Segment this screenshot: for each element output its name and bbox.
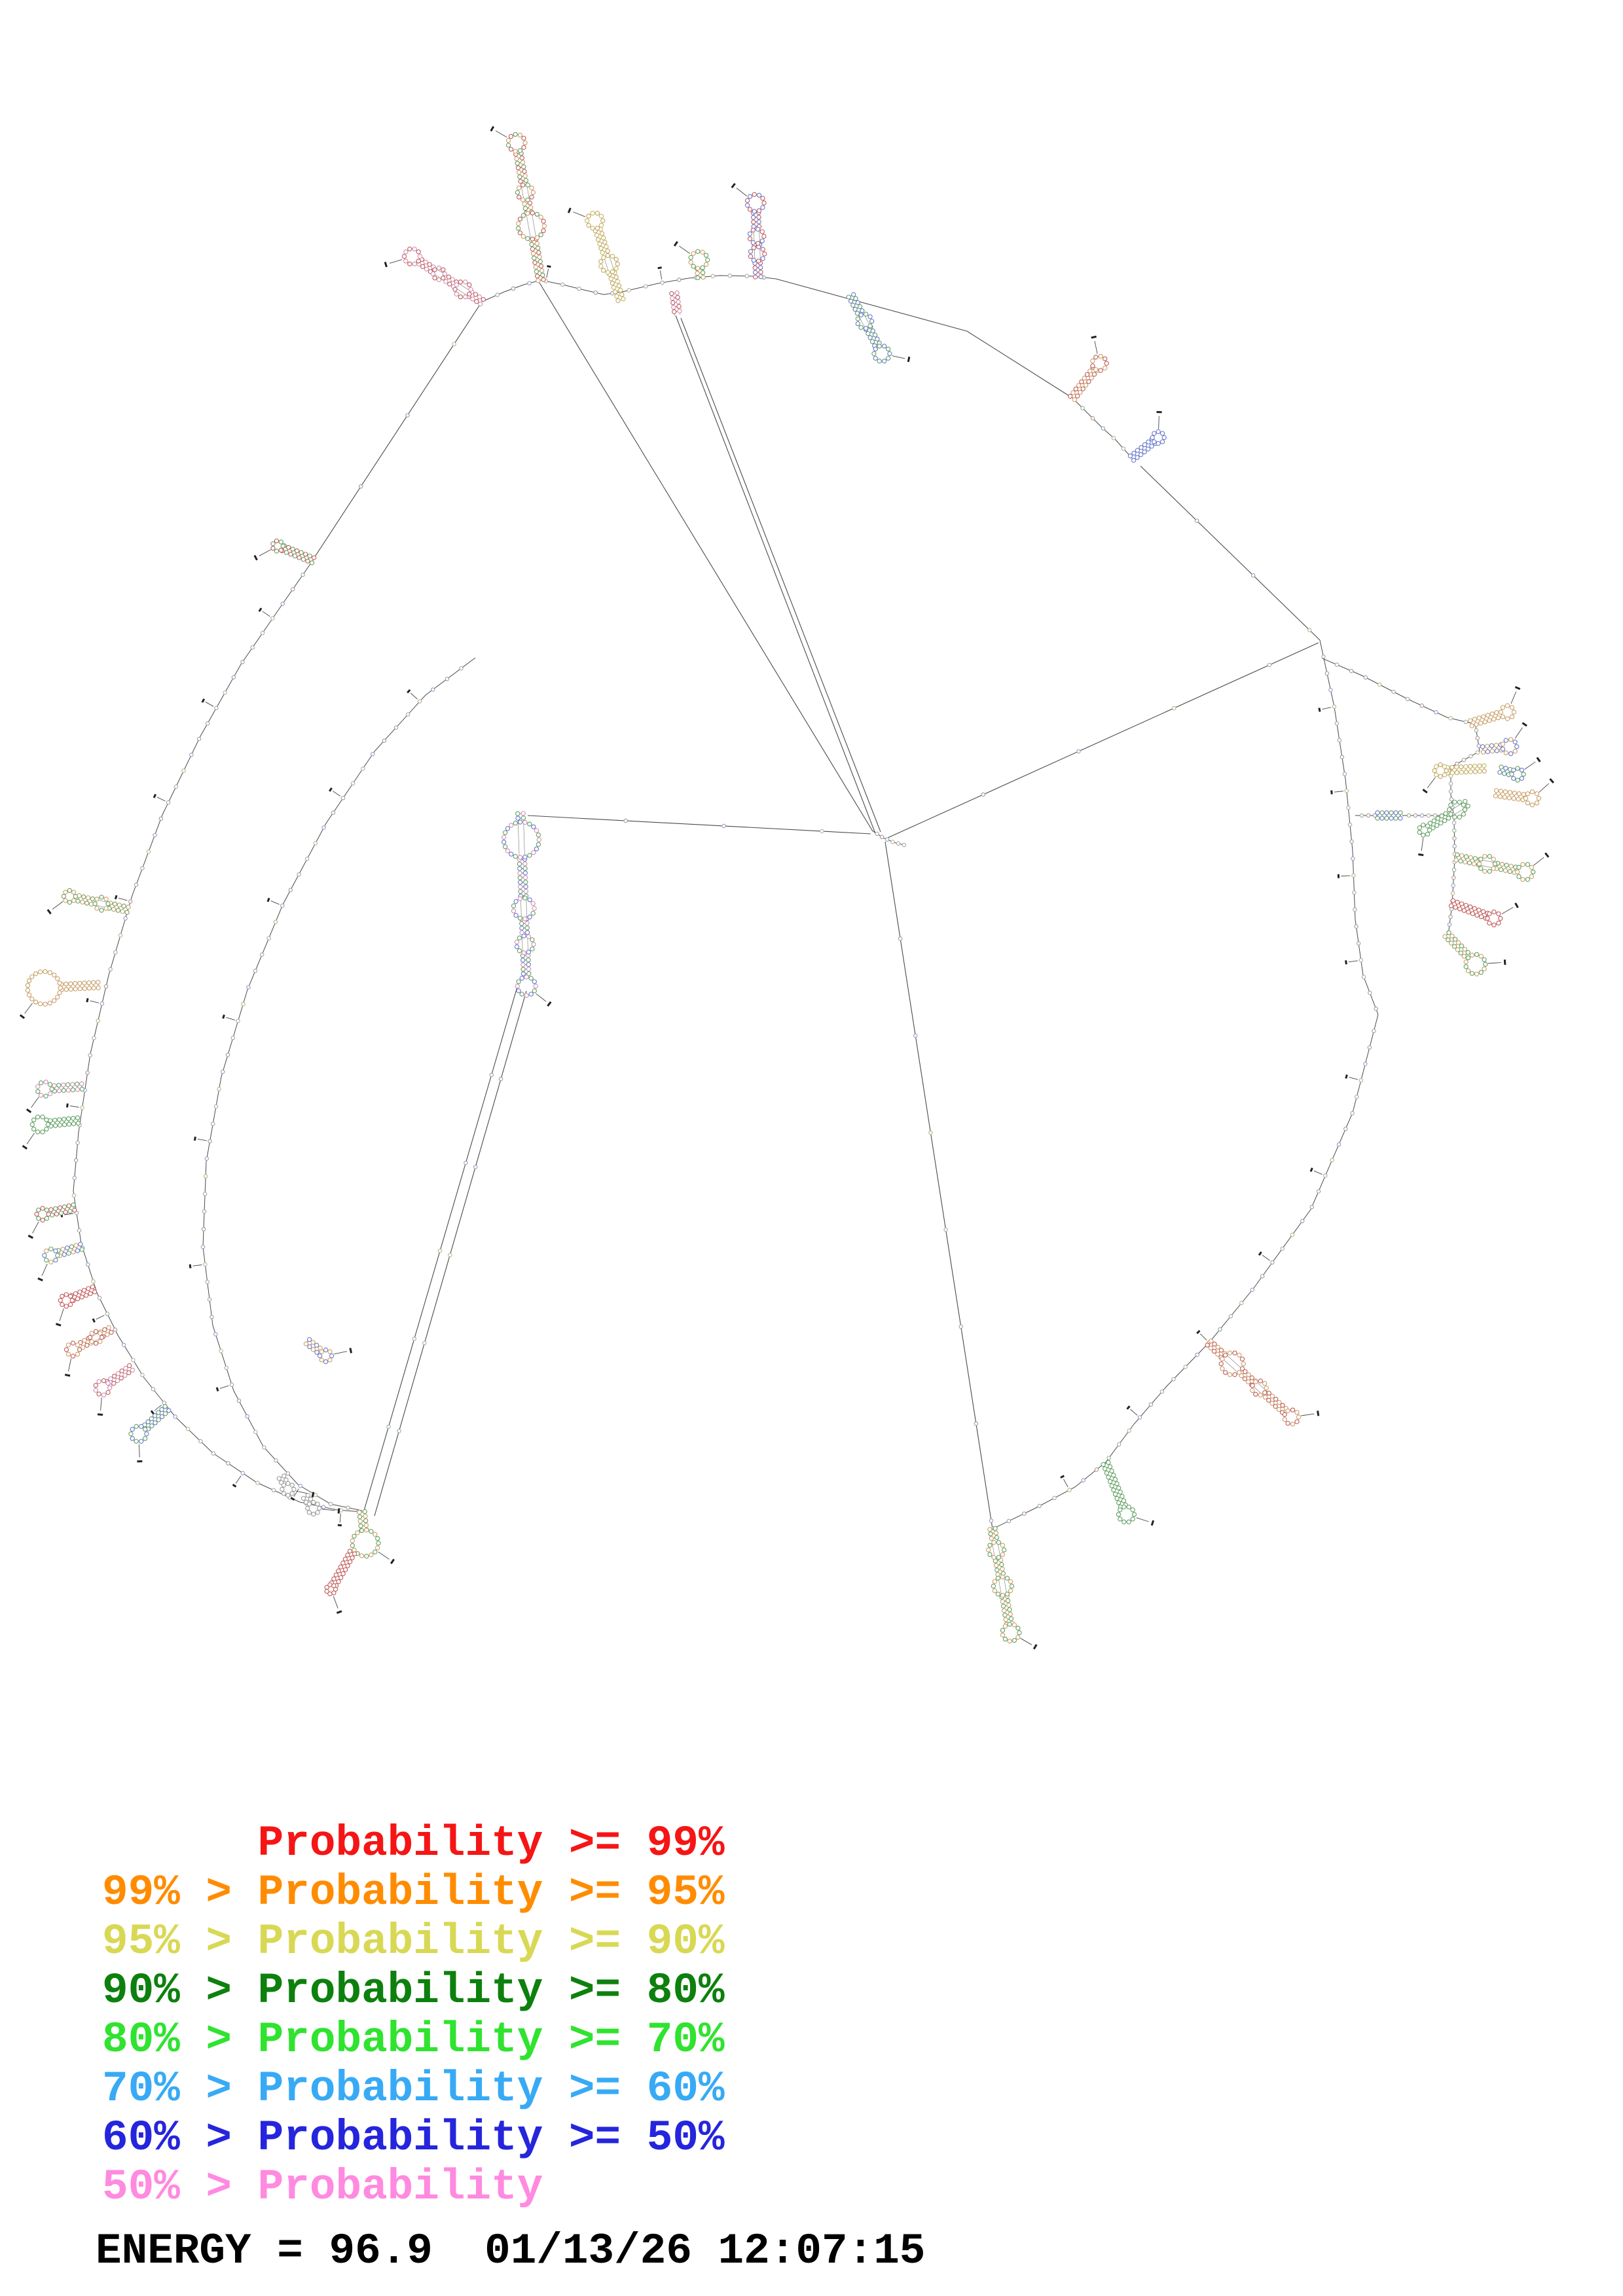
legend-row: 60% > Probability >= 50% xyxy=(102,2113,725,2162)
legend-row: 90% > Probability >= 80% xyxy=(102,1966,725,2015)
legend-row: Probability >= 99% xyxy=(102,1819,725,1868)
legend-row: 70% > Probability >= 60% xyxy=(102,2064,725,2113)
legend-row: 50% > Probability xyxy=(102,2162,543,2212)
energy-timestamp-line: ENERGY = 96.9 01/13/26 12:07:15 xyxy=(96,2227,926,2276)
legend-row: 80% > Probability >= 70% xyxy=(102,2015,725,2064)
legend-row: 95% > Probability >= 90% xyxy=(102,1917,725,1966)
legend-row: 99% > Probability >= 95% xyxy=(102,1868,725,1917)
probability-legend xyxy=(102,1819,725,2212)
